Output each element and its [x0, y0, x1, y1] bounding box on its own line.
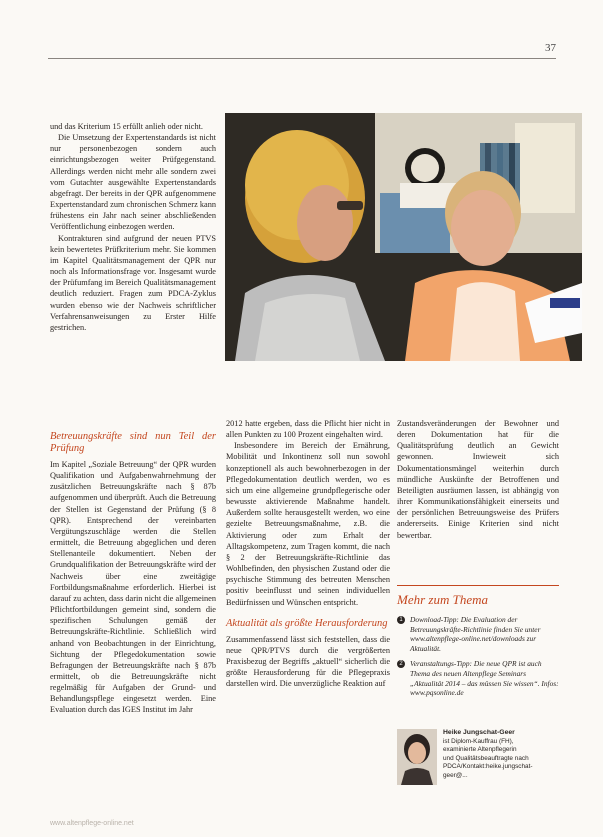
footer-url: www.altenpflege-online.net	[50, 820, 134, 827]
paragraph: Insbesondere im Bereich der Ernährung, Mobilität und Inkontinenz soll nun sowohl konzeptionell als auch bewohnerbezogen in der Pflegedokumentation deutlich werden, wo es sich um eine allgemeine grundpflegerische oder bewusste aktivierende Maßnahme handelt. Außerdem sollte herausgestellt werden, wo eine gezielte Betreuungsmaßnahme, z.B. die Aktivierung oder zum Erhalt der Alltagskompetenz, zum Tragen kommt, die nach § 2 der Betreuungskräfte-Richtlinie das Wohlbefinden, den physischen Zustand oder die psychische Stimmung des betreuten Menschen positiv beeinflusst und seinen individuellen Bedürfnissen und Wünschen entspricht.	[226, 441, 390, 607]
paragraph: Im Kapitel „Soziale Betreuung“ der QPR wurden Qualifikation und Aufgabenwahrnehmung der zusätzlichen Betreuungskräfte nach § 87b aufgenommen und überprüft. Auch die Betreuung der Stellen ist Gegenstand der Prüfung (§ 8 QPR). Entsprechend der vereinbarten Vergütungszuschläge werden die Stellen ermittelt, die Betreuung abgeglichen und deren Stellenanteile dokumentiert. Neben der Grundqualifikation der Betreuungskräfte wird der Nachweis über eine zweitägige Fortbildungsmaßnahme erforderlich. Hierbei ist darauf zu achten, dass darin nicht die allgemeinen Pflichtfortbildungen gemeint sind, sondern die spezifischen Schulungen gemäß der Betreuungskräfte-Richtlinie. Schließlich wird anhand von Beobachtungen in der Einrichtung, Sichtung der Pflegedokumentation sowie Befragungen der Betreuungskräfte nach § 87b ermittelt, ob die Betreuungskräfte nicht regelmäßig für Aufgaben der Grund- und Behandlungspflege eingesetzt werden. Eine Evaluation durch das IGES Institut im Jahr	[50, 460, 216, 715]
bullet-number-icon: 2	[397, 660, 405, 668]
article-photo	[225, 113, 582, 361]
column-1-bottom	[50, 421, 216, 716]
top-rule	[48, 58, 556, 59]
paragraph: Kontrakturen sind aufgrund der neuen PTVS kein bewertetes Prüfkriterium mehr. Sie kommen im Kapitel Qualitätsmanagement der QPR nur noch als Informationsfrage vor. Insgesamt wurde der Prüfumfang im Bereich Qualitätsmanagement deutlich reduziert. Fragen zum PDCA-Zyklus wurden ebenso wie der Nachweis schriftlicher Verfahrensanweisungen zu Erster Hilfe gestrichen.	[50, 233, 216, 332]
author-line: ist Diplom-Kauffrau (FH),	[443, 737, 514, 745]
author-box	[397, 729, 559, 785]
sidebar-item-text: Download-Tipp: Die Evaluation der Betreuungskräfte-Richtlinie finden Sie unter www.altenpflege-online.net/downloads zur Aktualität.	[410, 615, 541, 653]
author-portrait-illustration	[397, 729, 437, 785]
paragraph: 2012 hatte ergeben, dass die Pflicht hier nicht in allen Punkten zu 100 Prozent eingehalten wird.	[226, 419, 390, 440]
page-number: 37	[545, 42, 556, 54]
paragraph: Zustandsveränderungen der Bewohner und deren Dokumentation hat für die Qualitätsprüfung deutlich an Gewicht gewonnen. Inwieweit sich Dokumentationsmängel weiterhin durch mündliche Auskünfte der Betroffenen und Beteiligten ausräumen lassen, ist abhängig von ihrer Kommunikationsfähigkeit einerseits und der persönlichen Betreuungsweise des Prüfers andererseits. Einige Kriterien sind nicht bewertbar.	[397, 419, 559, 540]
author-line: examinierte Altenpflegerin	[443, 746, 517, 754]
more-on-topic-box	[397, 585, 559, 704]
sidebar-item	[397, 615, 559, 653]
author-line: PDCA/Kontakt:heike.jungschat-	[443, 763, 533, 771]
column-2	[226, 418, 390, 689]
section-heading: Betreuungskräfte sind nun Teil der Prüfung	[50, 431, 216, 454]
author-line: geer@...	[443, 771, 468, 779]
column-1-top	[50, 121, 216, 333]
author-name: Heike Jungschat-Geer	[443, 729, 515, 736]
sidebar-divider	[397, 585, 559, 586]
column-3	[397, 418, 559, 541]
sidebar-title: Mehr zum Thema	[397, 592, 488, 607]
photo-illustration	[225, 113, 582, 361]
author-bio	[443, 729, 533, 785]
author-line: und Qualitätsbeauftragte nach	[443, 754, 529, 762]
paragraph: und das Kriterium 15 erfüllt anlieh oder nicht.	[50, 122, 203, 131]
paragraph: Zusammenfassend lässt sich feststellen, dass die neue QPR/PTVS durch die vergrößerten Praxisbezug der Begriffs „aktuell“ sicherlich die größte Herausforderung für die Pflegepraxis darstellen wird. Die unverzügliche Reaktion auf	[226, 634, 390, 689]
sidebar-item	[397, 659, 559, 697]
bullet-number-icon: 1	[397, 616, 405, 624]
sidebar-item-text: Veranstaltungs-Tipp: Die neue QPR ist auch Thema des neuen Altenpflege Seminars „Aktualität 2014 – das müssen Sie wissen“. Infos: www.pqsonline.de	[410, 659, 559, 698]
section-heading: Aktualität als größte Herausforderung	[226, 617, 388, 629]
author-photo	[397, 729, 437, 785]
paragraph: Die Umsetzung der Expertenstandards ist nicht nur personenbezogen sondern auch einrichtungsbezogen weiter Prüfgegenstand. Allerdings werden nicht mehr alle sondern zwei vom Gutachter ausgewählte Expertenstandards abgefragt. Der bereits in der QPR aufgenommene Expertenstandard zum chronischen Schmerz kann frühestens ein Jahr nach seiner abschließenden Veröffentlichung einbezogen werden.	[50, 133, 216, 232]
